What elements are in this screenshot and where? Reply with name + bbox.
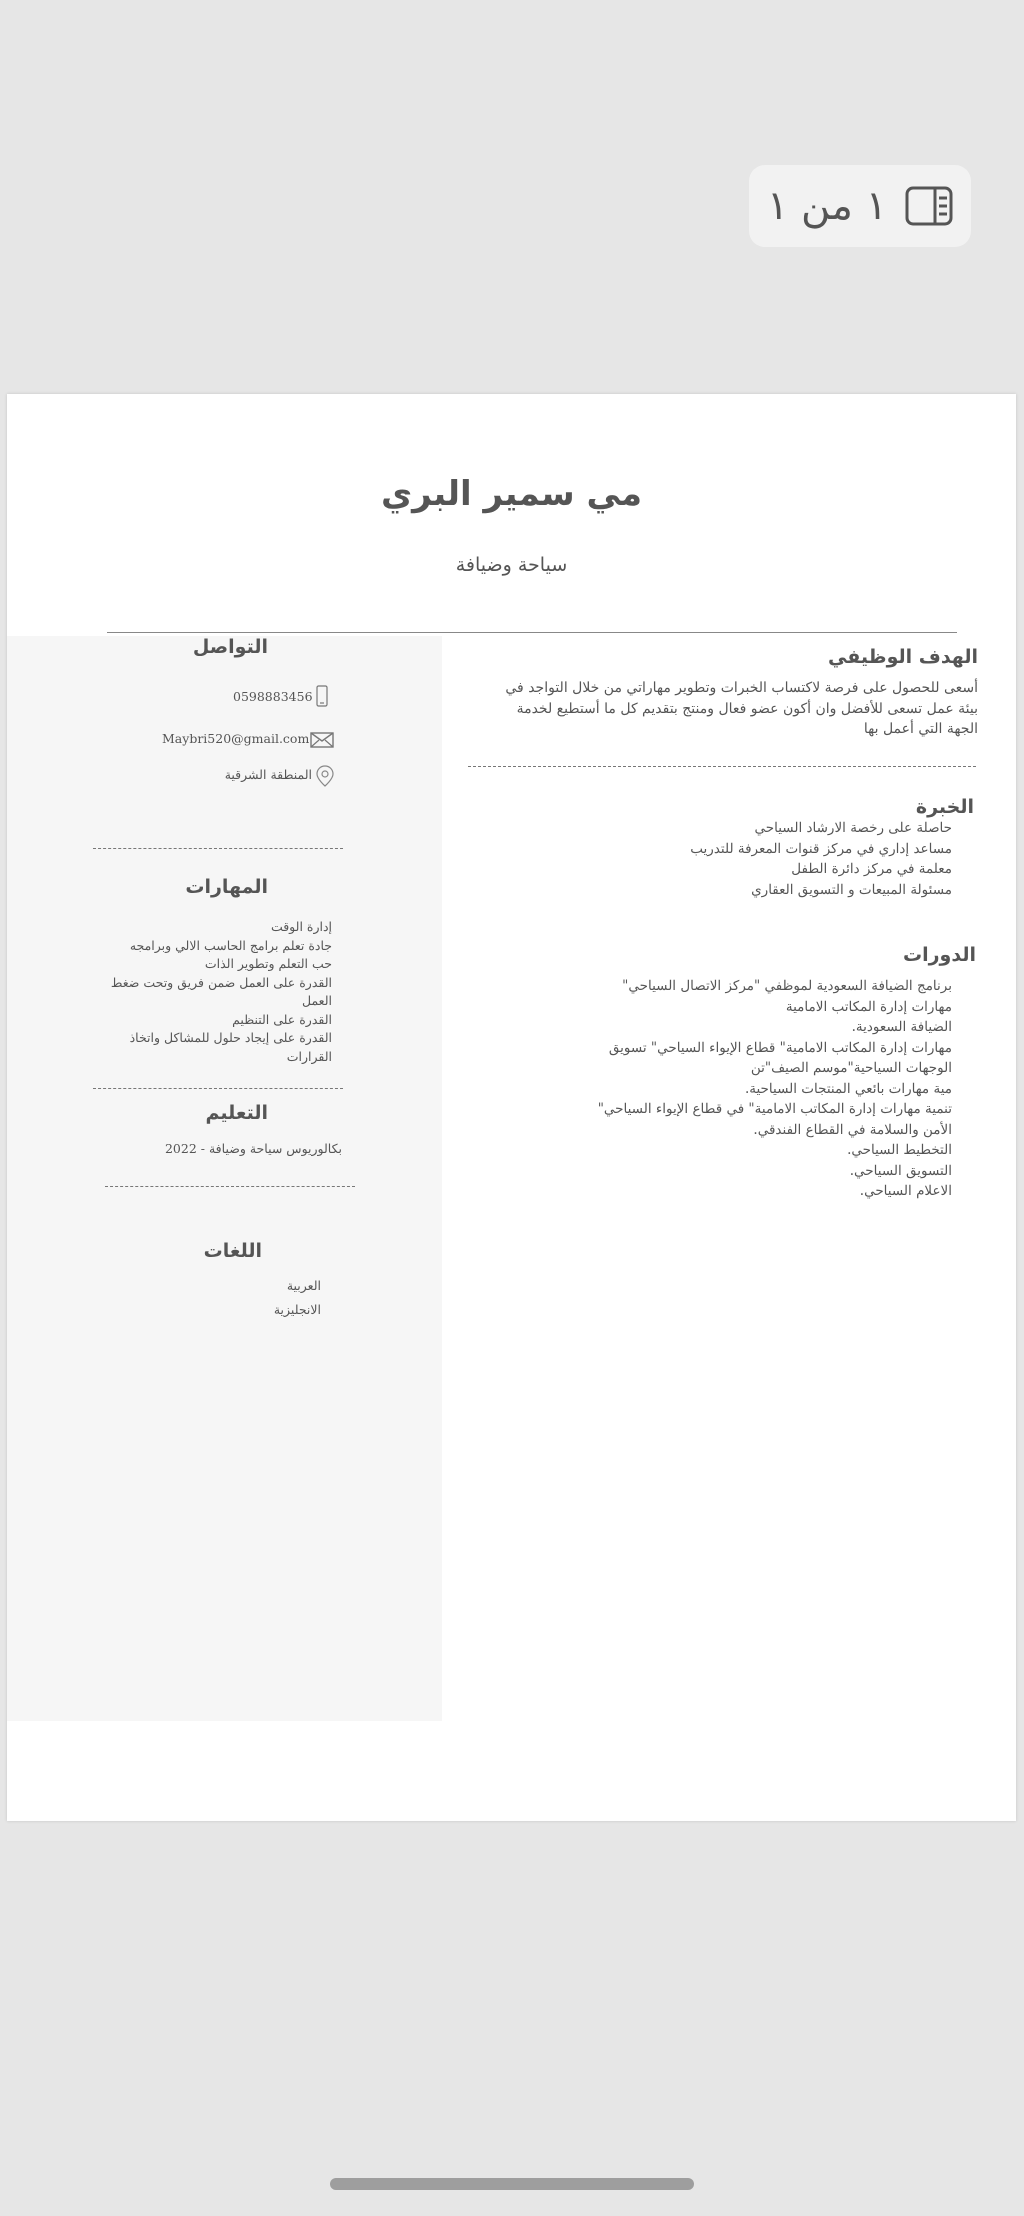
education-divider [105,1186,355,1187]
resume-name: مي سمير البري [381,474,642,514]
language-item: العربية [286,1278,321,1293]
course-item: الضيافة السعودية. [851,1019,952,1035]
skill-item: القدرة على العمل ضمن فريق وتحت ضغط العمل [110,974,332,1008]
skills-list [92,918,332,1066]
courses-list [512,976,952,1202]
course-item: مية مهارات بائعي المنتجات السياحية. [744,1080,952,1097]
experience-item: مسئولة المبيعات و التسويق العقاري [751,881,952,898]
skill-item: القدرة على التنظيم [232,1011,332,1027]
skill-item: إدارة الوقت [270,919,332,934]
course-item: تنمية مهارات إدارة المكاتب الامامية" في قطاع الإيواء السياحي" [597,1101,952,1117]
header-divider [107,632,957,633]
resume-document[interactable] [7,394,1016,1821]
experience-heading: الخبرة [915,796,974,818]
course-item: التخطيط السياحي. [847,1142,952,1158]
objective-divider [468,766,976,767]
location-icon [313,764,337,788]
course-item: الاعلام السياحي. [859,1183,952,1199]
experience-list [532,818,952,900]
language-item: الانجليزية [273,1302,321,1317]
education-heading: التعليم [205,1102,268,1124]
skills-divider [93,1088,343,1089]
skills-heading: المهارات [185,876,268,898]
phone-icon [310,684,334,708]
course-item: مهارات إدارة المكاتب الامامية" قطاع الإيواء السياحي" تسويق [608,1039,952,1056]
contact-heading: التواصل [192,636,268,658]
course-item: الأمن والسلامة في القطاع الفندقي. [753,1121,952,1138]
resume-sidebar [7,636,442,1721]
course-item: مهارات إدارة المكاتب الامامية [785,998,952,1015]
skill-item: حب التعلم وتطوير الذات [204,956,332,971]
objective-heading: الهدف الوظيفي [828,646,978,668]
course-item: الوجهات السياحية"موسم الصيف"تن [750,1060,952,1076]
education-degree: بكالوريوس سياحة وضيافة - 2022 [164,1141,342,1156]
email-icon [310,728,334,752]
page-indicator-label: ١ من ١ [766,183,888,229]
course-item: برنامج الضيافة السعودية لموظفي "مركز الاتصال السياحي" [622,978,952,994]
contact-location: المنطقة الشرقية [224,767,312,782]
page-indicator[interactable] [749,165,971,247]
contact-email: Maybri520@gmail.com [162,731,310,746]
experience-item: حاصلة على رخصة الارشاد السياحي [754,820,952,836]
languages-list [274,1274,321,1322]
objective-text: أسعى للحصول على فرصة لاكتساب الخبرات وتطوير مهاراتي من خلال التواجد في بيئة عمل تسعى للأفضل وان أكون عضو فعال ومنتج بتقديم كل ما أستطيع لخدمة الجهة التي أعمل بها [505,680,978,737]
languages-heading: اللغات [203,1240,262,1262]
courses-heading: الدورات [903,944,976,966]
contact-phone: 0598883456 [233,689,313,704]
experience-item: معلمة في مركز دائرة الطفل [791,861,952,877]
resume-main-column [442,636,1016,1721]
contact-divider [93,848,343,849]
skill-item: جادة تعلم برامج الحاسب الالي وبرامجه [129,937,332,953]
resume-job-title: سياحة وضيافة [455,554,568,576]
skill-item: القدرة على إيجاد حلول للمشاكل واتخاذ القرارات [129,1030,332,1064]
course-item: التسويق السياحي. [849,1162,952,1179]
home-indicator[interactable] [330,2178,694,2190]
sidebar-page-icon [905,186,953,226]
experience-item: مساعد إداري في مركز قنوات المعرفة للتدريب [690,840,952,857]
